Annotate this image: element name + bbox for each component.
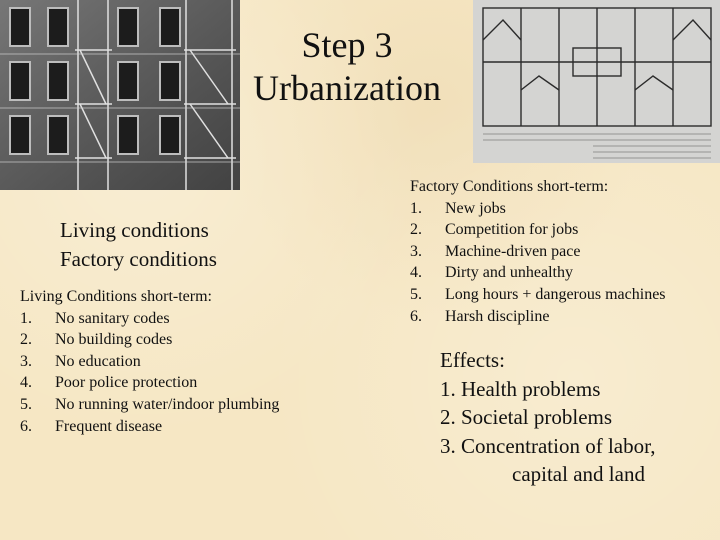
title-line-1: Step 3 — [301, 25, 393, 65]
list-item — [20, 329, 279, 351]
item-number: 5. — [20, 395, 32, 413]
item-text: Competition for jobs — [445, 221, 579, 239]
item-text: New jobs — [445, 199, 506, 217]
slide-title — [232, 24, 462, 110]
item-text: No education — [55, 352, 141, 370]
item-number: 4. — [20, 374, 32, 392]
item-number: 1. — [410, 199, 422, 217]
list-item — [410, 198, 666, 220]
subtopic-list — [60, 216, 217, 274]
effects-heading: Effects: — [440, 348, 505, 372]
list-item — [410, 241, 666, 263]
item-number: 4. — [410, 264, 422, 282]
list-item — [410, 306, 666, 328]
item-text: Harsh discipline — [445, 307, 550, 325]
factory-conditions-list — [410, 176, 666, 327]
list-item — [20, 394, 279, 416]
subtopic-factory: Factory conditions — [60, 247, 217, 271]
list-item — [20, 351, 279, 373]
factory-heading: Factory Conditions short-term: — [410, 178, 609, 195]
effect-line: 1. Health problems — [440, 376, 601, 401]
list-item — [410, 284, 666, 306]
subtopic-living: Living conditions — [60, 218, 209, 242]
list-item — [20, 372, 279, 394]
title-line-2: Urbanization — [253, 68, 441, 109]
effect-line: capital and land — [512, 462, 645, 487]
item-text: Frequent disease — [55, 417, 163, 435]
effect-line: 3. Concentration of labor, — [440, 433, 656, 458]
item-number: 2. — [410, 221, 422, 239]
item-text: Long hours + dangerous machines — [445, 285, 666, 303]
list-item — [410, 219, 666, 241]
floor-plan-image — [473, 0, 720, 163]
effect-line: 2. Societal problems — [440, 405, 613, 430]
item-number: 6. — [20, 417, 32, 435]
tenement-photo — [0, 0, 240, 190]
item-text: Machine-driven pace — [445, 242, 581, 260]
item-number: 3. — [20, 352, 32, 370]
effects-block — [440, 346, 656, 489]
item-text: No running water/indoor plumbing — [55, 395, 280, 413]
list-item — [20, 308, 279, 330]
item-number: 6. — [410, 307, 422, 325]
item-text: No sanitary codes — [55, 309, 170, 327]
item-text: Dirty and unhealthy — [445, 264, 573, 282]
item-text: No building codes — [55, 331, 173, 349]
item-number: 1. — [20, 309, 32, 327]
item-number: 2. — [20, 331, 32, 349]
item-number: 5. — [410, 285, 422, 303]
living-heading: Living Conditions short-term: — [20, 288, 212, 305]
item-text: Poor police protection — [55, 374, 198, 392]
list-item — [410, 262, 666, 284]
item-number: 3. — [410, 242, 422, 260]
list-item — [20, 416, 279, 438]
living-conditions-list — [20, 286, 279, 437]
